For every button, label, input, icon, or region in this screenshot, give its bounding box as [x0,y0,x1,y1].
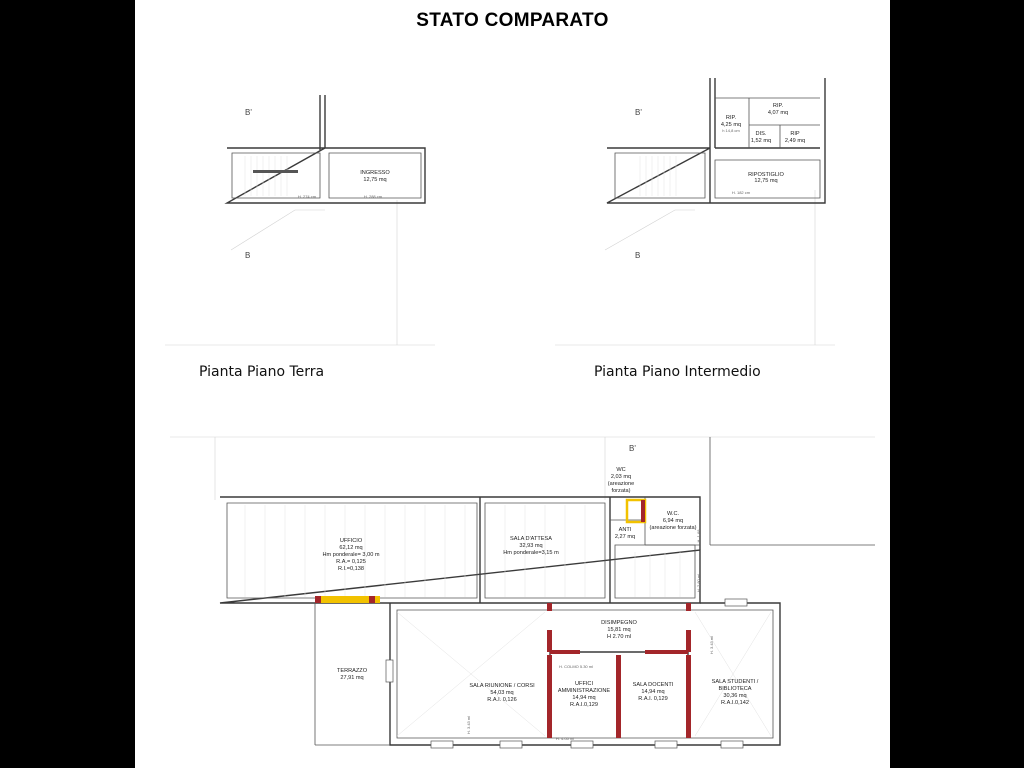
ground-floor-plan [227,95,425,260]
height-label: H. COLMO 5.30 ml [558,664,594,669]
room-sala-riunione-name: SALA RIUNIONE / CORSI [469,683,535,689]
room-dis-name: DIS. [755,131,767,137]
room-wc-line: (areazione [607,481,635,487]
room-disimpegno-line: 15,81 mq [607,627,631,633]
height-label: H. 288 cm [363,194,383,199]
room-disimpegno-name: DISIMPEGNO [601,620,637,626]
room-rip1-area: 4,25 mq [720,122,742,128]
construction-guides [165,190,875,500]
floor-plans [135,0,890,768]
room-sala-riunione-line: R.A.I. 0,126 [487,697,517,703]
room-sala-studenti-line: R.A.I.0,142 [721,700,749,706]
room-ripostiglio-name: RIPOSTIGLIO [748,172,784,178]
room-wc2-name: W.C. [666,511,680,517]
room-ufficio-name: UFFICIO [339,538,363,544]
room-sala-studenti-line: BIBLIOTECA [718,686,752,692]
room-anti-line: 2,27 mq [614,534,636,540]
section-mark-ground-top: B' [245,108,252,117]
room-rip3-area: 2,49 mq [784,138,806,144]
room-anti-name: ANTI [618,527,632,533]
room-disimpegno-line: H 2.70 ml [607,634,631,640]
height-label: H. 182 cm [731,190,751,195]
drawing-sheet [135,0,890,768]
page-title: STATO COMPARATO [416,10,609,31]
caption-ground-floor: Pianta Piano Terra [199,364,325,380]
room-wc-line: 2,03 mq [610,474,632,480]
roof-hatch-lower [397,612,771,736]
demolition-marker [641,500,645,522]
room-ufficio-line: R.I.=0,138 [338,566,364,572]
intermediate-stair [640,156,676,196]
height-label: H. 1.68 [696,529,701,543]
room-rip1-name: RIP. [725,115,737,121]
room-uffici-line: AMMINISTRAZIONE [557,688,611,694]
room-sala-riunione-line: 54,03 mq [490,690,514,696]
height-label: H. 3.43 ml [466,715,471,735]
height-label: H. 4.05 ml [555,736,575,741]
intermediate-floor-plan [607,78,825,260]
room-wc-line: forzata) [611,488,631,494]
room-uffici-line: R.A.I.0,129 [570,702,598,708]
room-uffici-name: UFFICI [574,681,594,687]
upper-floor-plan [220,437,875,748]
room-uffici-line: 14,94 mq [572,695,596,701]
room-rip1-note: h 14,8 cm [722,128,740,133]
room-ingresso-name: INGRESSO [360,170,390,176]
height-label: H. 2.80 ml [696,573,701,593]
ground-stair-rail [253,170,298,173]
room-rip2-area: 4,07 mq [767,110,789,116]
room-sala-attesa-line: Hm ponderale=3,15 m [503,550,559,556]
room-ingresso-area: 12,75 mq [363,177,387,183]
room-terrazzo-line: 27,91 mq [340,675,364,681]
height-label: H. 274 cm [297,194,317,199]
section-mark-inter-top: B' [635,108,642,117]
room-sala-studenti-name: SALA STUDENTI / [711,679,759,685]
section-mark-ground-bottom: B [245,251,251,260]
room-rip3-name: RIP [790,131,800,137]
room-sala-attesa-name: SALA D'ATTESA [510,536,552,542]
room-sala-docenti-line: R.A.I. 0,129 [638,696,668,702]
room-wc2-line: (areazione forzata) [649,525,697,531]
demolition-marker [315,596,321,603]
section-mark-upper: B' [629,444,636,453]
room-ufficio-line: Hm ponderale= 3,00 m [322,552,380,558]
room-sala-attesa-line: 32,93 mq [519,543,543,549]
room-ufficio-line: R.A.= 0,125 [336,559,366,565]
room-dis-area: 1,52 mq [750,138,772,144]
room-wc-name: WC [616,467,626,473]
room-sala-studenti-line: 30,36 mq [723,693,747,699]
room-sala-docenti-name: SALA DOCENTI [632,682,674,688]
room-wc2-line: 6,94 mq [662,518,684,524]
caption-intermediate-floor: Pianta Piano Intermedio [594,364,761,380]
room-ufficio-line: 62,12 mq [339,545,363,551]
demolition-marker [369,596,375,603]
room-sala-docenti-line: 14,94 mq [641,689,665,695]
room-ripostiglio-area: 12,75 mq [754,178,778,184]
room-rip2-name: RIP. [772,103,784,109]
section-mark-inter-bottom: B [635,251,641,260]
room-terrazzo-name: TERRAZZO [336,668,368,674]
windows [386,599,747,748]
height-label: H. 3.43 ml [709,635,714,655]
